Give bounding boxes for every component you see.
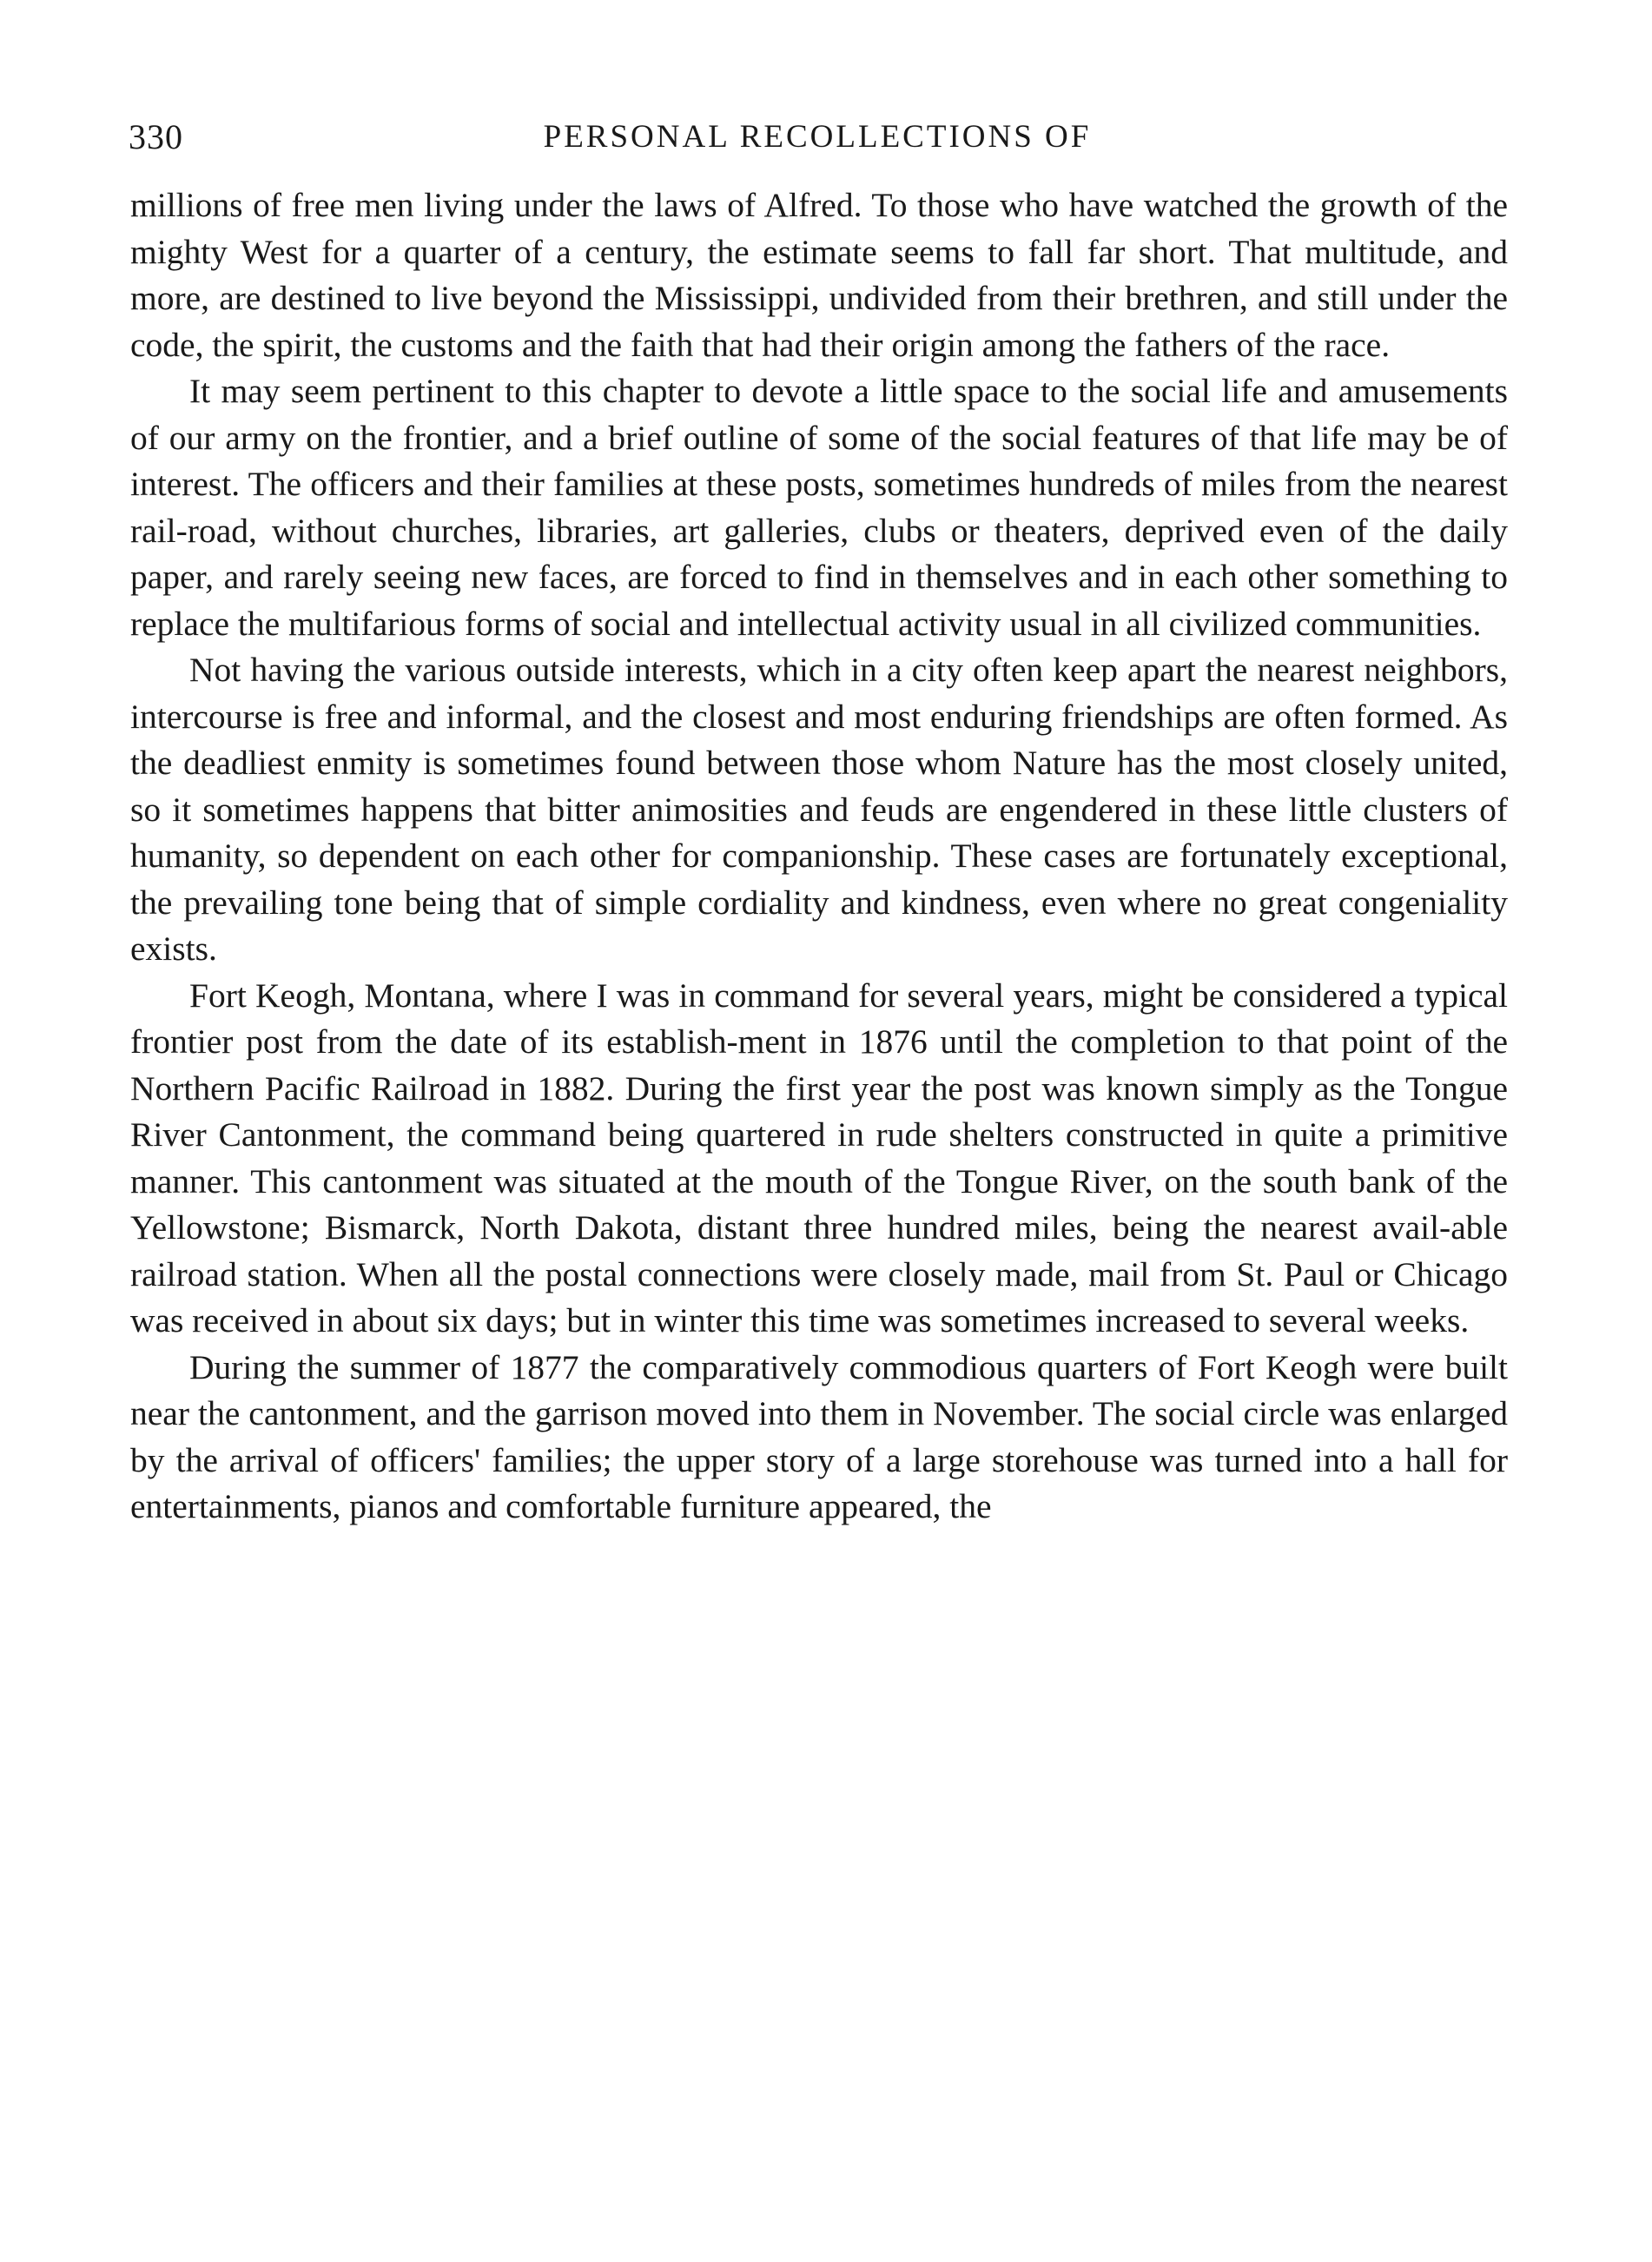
paragraph-social-life: It may seem pertinent to this chapter to devote a little space to the social life and amusements of our army on the frontier, and a brief outline of some of the social features of that life may be of interest. The officers and their families at these posts, sometimes hundreds of miles from the nearest rail-road, without churches, libraries, art galleries, clubs or theaters, deprived even of the daily paper, and rarely seeing new faces, are forced to find in themselves and in each other something to replace the multifarious forms of social and intellectual activity usual in all civilized communities. — [130, 372, 1508, 643]
paragraph-summer-1877: During the summer of 1877 the comparatively commodious quarters of Fort Keogh were built near the cantonment, and the garrison moved into them in November. The social circle was enlarged by the arrival of officers' families; the upper story of a large storehouse was turned into a hall for entertainments, pianos and comfortable furniture appeared, the — [130, 1347, 1508, 1525]
page-number: 330 — [129, 117, 183, 156]
paragraph-fort-keogh: Fort Keogh, Montana, where I was in command for several years, might be considered a typical frontier post from the date of its establish-ment in 1876 until the completion to that point of the Northern Pacific Railroad in 1882. During the first year the post was known simply as the Tongue River Cantonment, the command being quartered in rude shelters constructed in quite a primitive manner. This cantonment was situated at the mouth of the Tongue River, on the south bank of the Yellowstone; Bismarck, North Dakota, distant three hundred miles, being the nearest avail-able railroad station. When all the postal connections were closely made, mail from St. Paul or Chicago was received in about six days; but in winter this time was sometimes increased to several weeks. — [130, 976, 1508, 1339]
paragraph-continuation: millions of free men living under the laws of Alfred. To those who have watched the growth of the mighty West for a quarter of a century, the estimate seems to fall far short. That multitude, and more, are destined to live beyond the Mississippi, undivided from their brethren, and still under the code, the spirit, the customs and the faith that had their origin among the fathers of the race. — [130, 186, 1508, 364]
paragraph-friendships: Not having the various outside interests, which in a city often keep apart the nearest neighbors, intercourse is free and informal, and the closest and most enduring friendships are often formed. As the deadliest enmity is sometimes found between those whom Nature has the most closely united, so it sometimes happens that bitter animosities and feuds are engendered in these little clusters of humanity, so dependent on each other for companionship. These cases are fortunately exceptional, the prevailing tone being that of simple cordiality and kindness, even where no great congeniality exists. — [130, 651, 1508, 968]
running-title: PERSONAL RECOLLECTIONS OF — [543, 119, 1092, 155]
page-header — [129, 111, 1506, 163]
body-text — [130, 182, 1508, 1531]
